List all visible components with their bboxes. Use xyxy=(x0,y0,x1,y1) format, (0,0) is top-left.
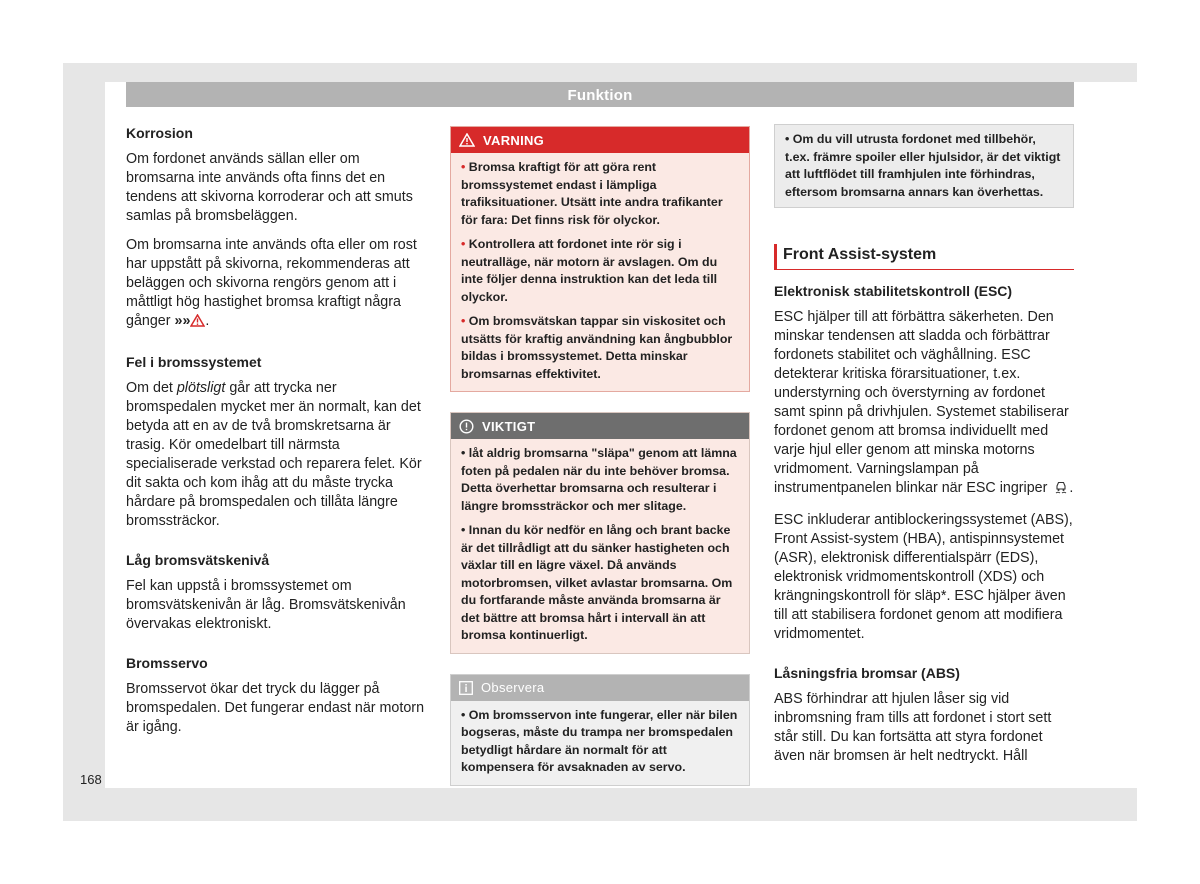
paragraph xyxy=(774,308,1074,501)
column-left xyxy=(126,124,426,757)
column-middle xyxy=(450,126,750,806)
paragraph-text: Om bromsarna inte används ofta eller om rost har uppstått på skivorna, rekommenderas att beläggen och skivorna rengörs genom att i måttligt hög hastighet bromsa kraftigt några gånger xyxy=(126,237,417,329)
warning-item-text: Om bromsvätskan tappar sin viskositet och utsätts för kraftig användning kan ångbubblor bildas i bromssystemet. Detta minskar bromsarnas effektivitet. xyxy=(461,314,733,381)
important-item-text: låt aldrig bromsarna "släpa" genom att lämna foten på pedalen när du inte behöver bromsa. Detta överhettar bromsarna och resulterar i längre bromssträckor och mer slitage. xyxy=(461,446,737,513)
paragraph-text: Om det xyxy=(126,380,177,396)
bullet-icon: • xyxy=(461,707,466,722)
exclamation-circle-icon xyxy=(459,419,474,434)
important-item xyxy=(461,445,739,515)
warning-triangle-icon[interactable] xyxy=(190,314,205,333)
reference-end: . xyxy=(205,313,210,329)
section-header: Funktion xyxy=(126,82,1074,107)
note-item-text: Om du vill utrusta fordonet med tillbehör, t.ex. främre spoiler eller hjulsidor, är det viktigt att luftflödet till framhjulen inte förhindras, eftersom bromsarna annars kan överhettas. xyxy=(785,132,1061,199)
page-number: 168 xyxy=(80,772,102,787)
section-heading: Korrosion xyxy=(126,125,193,141)
note-box-body xyxy=(451,701,749,785)
paragraph-text: ESC hjälper till att förbättra säkerheten. Den minskar tendensen att sladda och förbättrar fordonets stabilitet och väghållning. ESC detekterar kritiska förarsituationer, t.ex. understyrning och överstyrning av fordonet samt spinn på drivhjulen. Systemet stabiliserar fordonet genom att bromsa individuellt med varje hjul eller genom att minska motorns vridmoment. Varningslampan på instrumentpanelen blinkar när ESC ingriper xyxy=(774,309,1069,496)
important-title: VIKTIGT xyxy=(482,418,536,434)
continued-note-box xyxy=(774,124,1074,208)
warning-item-text: Kontrollera att fordonet inte rör sig i neutralläge, när motorn är avslagen. Om du inte följer denna instruktion kan det leda till olyckor. xyxy=(461,237,718,304)
warning-box xyxy=(450,126,750,392)
section-lag-bromsvatskeniva xyxy=(126,551,426,634)
important-box xyxy=(450,412,750,654)
warning-triangle-icon xyxy=(459,133,475,147)
paragraph-text: går att trycka ner bromspedalen mycket mer än normalt, kan det betyda att en av de två bromskretsarna är trasig. Kör omedelbart till närmsta specialiserade verkstad och reparera felet. Kör dit sakta och kom ihåg att du måste trycka hårdare på bromspedalen och tillåta längre bromssträckor. xyxy=(126,380,422,529)
section-fel-i-bromssystemet xyxy=(126,353,426,531)
section-bromsservo xyxy=(126,654,426,737)
reference-arrows[interactable]: »» xyxy=(174,313,191,329)
note-item xyxy=(461,707,739,777)
section-heading: Bromsservo xyxy=(126,655,208,671)
column-right xyxy=(774,124,1074,786)
section-heading: Elektronisk stabilitetskontroll (ESC) xyxy=(774,283,1013,299)
warning-title: VARNING xyxy=(483,132,545,148)
note-item xyxy=(785,131,1063,201)
important-item-text: Innan du kör nedför en lång och brant backe är det tillrådligt att du sänker hastigheten och växlar till en lägre växel. Då används motorbromsen, vilket avlastar bromsarna. Om du fortfarande måste använda bromsarna är det bättre att bromsa hårt i intervall än att bromsa kontinuerligt. xyxy=(461,523,733,642)
warning-box-header xyxy=(451,127,749,153)
section-heading: Låsningsfria bromsar (ABS) xyxy=(774,665,960,681)
section-heading: Låg bromsvätskenivå xyxy=(126,552,270,568)
paragraph-end: . xyxy=(1069,480,1074,496)
section-korrosion xyxy=(126,124,426,333)
bullet-icon: • xyxy=(461,523,466,537)
paragraph: ESC inkluderar antiblockeringssystemet (ABS), Front Assist-system (HBA), antispinnsystemet (ASR), elektronisk differentialspärr (EDS), elektronisk vridmomentskontroll (XDS) och krängningskontroll för släp*. ESC hjälper även till att stabilisera fordonet genom att modifiera vridmomentet. xyxy=(774,512,1073,642)
bullet-icon: • xyxy=(461,446,466,460)
section-heading: Fel i bromssystemet xyxy=(126,354,262,370)
section-abs xyxy=(774,664,1074,766)
section-esc xyxy=(774,282,1074,644)
important-item xyxy=(461,522,739,645)
front-assist-title: Front Assist-system xyxy=(774,244,1074,270)
note-box-header xyxy=(451,675,749,701)
warning-item-text: Bromsa kraftigt för att göra rent bromssystemet endast i lämpliga trafiksituationer. Utsätt inte andra trafikanter för fara: Det finns risk för olyckor. xyxy=(461,160,723,227)
note-title: Observera xyxy=(481,680,545,695)
paragraph: Fel kan uppstå i bromssystemet om bromsvätskenivån är låg. Bromsvätskenivån övervakas elektroniskt. xyxy=(126,578,406,632)
warning-item xyxy=(461,313,739,383)
paragraph xyxy=(126,379,426,531)
important-box-body xyxy=(451,439,749,653)
bullet-icon: • xyxy=(785,132,790,146)
paragraph: ABS förhindrar att hjulen låser sig vid inbromsning fram tills att fordonet i stort sett står still. Du kan fortsätta att styra fordonet även när bromsen är helt nedtryckt. Håll xyxy=(774,691,1052,764)
info-icon xyxy=(459,681,473,695)
emphasis-text: plötsligt xyxy=(176,380,226,396)
paragraph: Om fordonet används sällan eller om bromsarna inte används ofta finns det en tendens att skivorna korroderar och att smuts samlas på bromsbeläggen. xyxy=(126,151,413,224)
paragraph: Bromsservot ökar det tryck du lägger på bromspedalen. Det fungerar endast när motorn är igång. xyxy=(126,681,425,735)
important-box-header xyxy=(451,413,749,439)
paragraph xyxy=(126,236,426,333)
note-item-text: Om bromsservon inte fungerar, eller när bilen bogseras, måste du trampa ner bromspedalen betydligt hårdare än normalt för att kompensera för avsaknaden av servo. xyxy=(461,707,738,774)
warning-box-body xyxy=(451,153,749,391)
note-box xyxy=(450,674,750,786)
warning-item xyxy=(461,236,739,306)
bullet-icon: • xyxy=(461,160,466,174)
bullet-icon: • xyxy=(461,237,466,251)
warning-item xyxy=(461,159,739,229)
bullet-icon: • xyxy=(461,314,466,328)
esc-warning-light-icon xyxy=(1053,480,1069,501)
